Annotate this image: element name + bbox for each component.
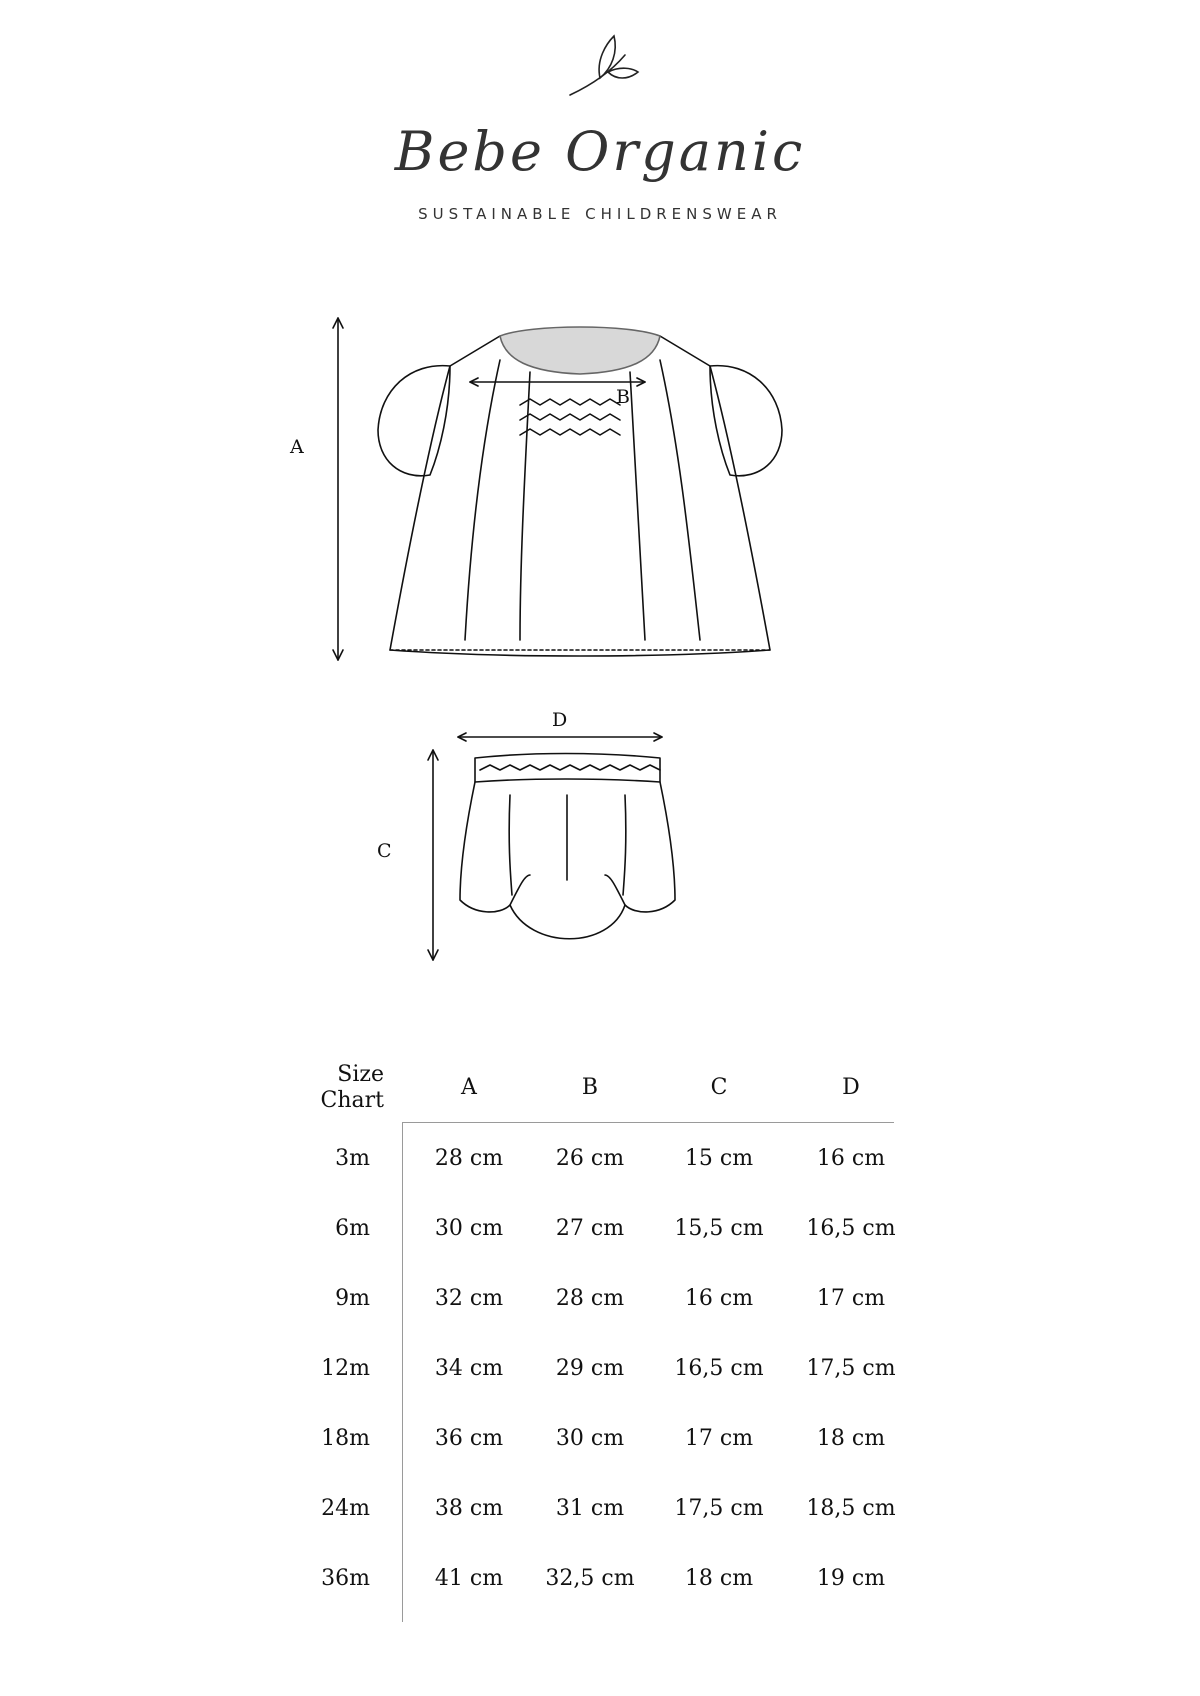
table-cell: 17 cm (684, 1426, 754, 1451)
brand-header (0, 0, 1200, 240)
brand-name: Bebe Organic (394, 120, 806, 183)
table-cell: 16 cm (684, 1286, 754, 1311)
row-size-label: 12m (321, 1356, 370, 1381)
table-cell: 34 cm (434, 1356, 504, 1381)
table-cell: 38 cm (434, 1496, 504, 1521)
table-cell: 19 cm (816, 1566, 886, 1591)
table-cell: 28 cm (555, 1286, 625, 1311)
table-cell: 31 cm (555, 1496, 625, 1521)
row-label-divider (402, 1122, 403, 1622)
bloomers-diagram (377, 700, 740, 970)
column-header-c: C (710, 1075, 728, 1100)
dress-width-label: B (616, 386, 630, 408)
row-size-label: 18m (321, 1426, 370, 1451)
table-cell: 15 cm (684, 1146, 754, 1171)
row-size-label: 24m (321, 1496, 370, 1521)
table-cell: 30 cm (555, 1426, 625, 1451)
corner-label-line2: Chart (320, 1088, 384, 1113)
table-cell: 16 cm (816, 1146, 886, 1171)
table-cell: 27 cm (555, 1216, 625, 1241)
row-size-label: 3m (335, 1146, 370, 1171)
corner-label-line1: Size (337, 1062, 384, 1087)
column-header-d: D (842, 1075, 860, 1100)
row-size-label: 36m (321, 1566, 370, 1591)
table-cell: 18 cm (816, 1426, 886, 1451)
brand-tagline: SUSTAINABLE CHILDRENSWEAR (418, 205, 782, 223)
table-cell: 15,5 cm (674, 1216, 764, 1241)
row-size-label: 9m (335, 1286, 370, 1311)
table-cell: 18,5 cm (806, 1496, 896, 1521)
table-cell: 28 cm (434, 1146, 504, 1171)
table-cell: 26 cm (555, 1146, 625, 1171)
dress-diagram (290, 300, 860, 680)
dress-height-label: A (290, 436, 304, 458)
table-cell: 32 cm (434, 1286, 504, 1311)
table-cell: 17,5 cm (674, 1496, 764, 1521)
table-cell: 29 cm (555, 1356, 625, 1381)
bloomers-width-label: D (552, 709, 568, 731)
table-corner-label (300, 1062, 384, 1114)
table-cell: 16,5 cm (674, 1356, 764, 1381)
row-size-label: 6m (335, 1216, 370, 1241)
table-cell: 41 cm (434, 1566, 504, 1591)
table-cell: 16,5 cm (806, 1216, 896, 1241)
table-cell: 30 cm (434, 1216, 504, 1241)
table-cell: 17,5 cm (806, 1356, 896, 1381)
bloomers-height-label: C (377, 840, 392, 862)
column-header-b: B (581, 1075, 599, 1100)
header-divider (402, 1122, 894, 1123)
table-cell: 36 cm (434, 1426, 504, 1451)
column-header-a: A (461, 1075, 477, 1100)
table-cell: 18 cm (684, 1566, 754, 1591)
table-cell: 17 cm (816, 1286, 886, 1311)
table-cell: 32,5 cm (545, 1566, 635, 1591)
